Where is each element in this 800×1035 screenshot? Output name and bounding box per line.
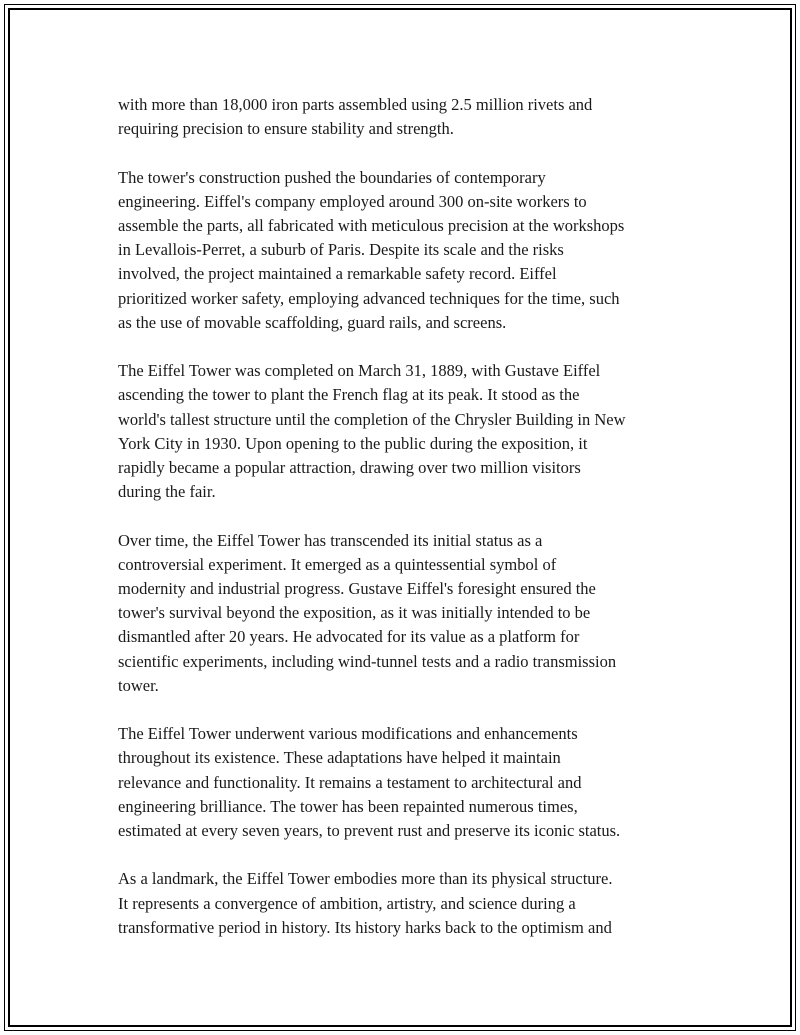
paragraph-symbol: Over time, the Eiffel Tower has transcended its initial status as a controversial experiment. It emerged as a quintessential symbol of modernity and industrial progress. Gustave Eiffel's foresight ensured the tower's survival beyond the exposition, as it was initially intended to be dismantled after 20 years. He advocated for its value as a platform for scientific experiments, including wind-tunnel tests and a radio transmission tower.: [118, 530, 617, 695]
paragraph-construction: The tower's construction pushed the boundaries of contemporary engineering. Eiffel's company employed around 300 on-site workers to assemble the parts, all fabricated with meticulous precision at the workshops in Levallois-Perret, a suburb of Paris. Despite its scale and the risks involved, the project maintained a remarkable safety record. Eiffel prioritized worker safety, employing advanced techniques for the time, such as the use of movable scaffolding, guard rails, and screens.: [118, 167, 625, 332]
paragraph-landmark: As a landmark, the Eiffel Tower embodies more than its physical structure. It represents a convergence of ambition, artistry, and science during a transformative period in history. Its history harks back to the optimism and: [118, 869, 613, 937]
paragraph-rivets: with more than 18,000 iron parts assembled using 2.5 million rivets and requiring precision to ensure stability and strength.: [118, 95, 593, 139]
paragraph-completion: The Eiffel Tower was completed on March 31, 1889, with Gustave Eiffel ascending the tower to plant the French flag at its peak. It stood as the world's tallest structure until the completion of the Chrysler Building in New York City in 1930. Upon opening to the public during the exposition, it rapidly became a popular attraction, drawing over two million visitors during the fair.: [118, 361, 626, 502]
document-body: [118, 93, 698, 964]
paragraph-modifications: The Eiffel Tower underwent various modifications and enhancements throughout its existence. These adaptations have helped it maintain relevance and functionality. It remains a testament to architectural and engineering brilliance. The tower has been repainted numerous times, estimated at every seven years, to prevent rust and preserve its iconic status.: [118, 724, 621, 841]
